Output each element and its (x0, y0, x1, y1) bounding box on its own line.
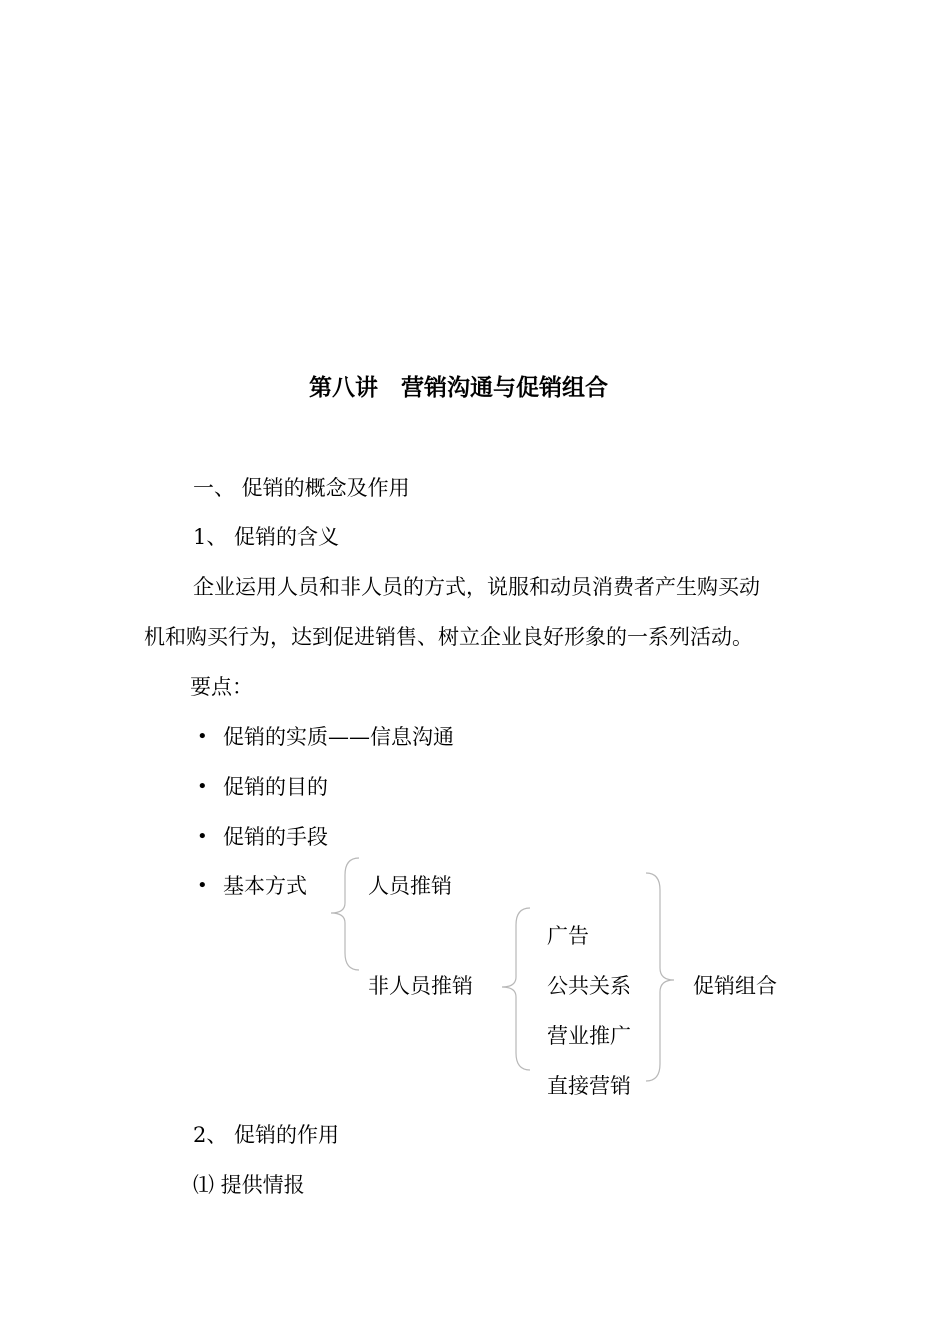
diagram-non-personal-selling: 非人员推销 (368, 974, 473, 998)
bullet-item-basic-methods: 基本方式 (223, 874, 307, 898)
subsection-heading-role: 2、 促销的作用 (193, 1123, 340, 1147)
bullet-marker: • (197, 726, 208, 747)
right-brace-promotion-mix (640, 870, 680, 1085)
diagram-item-public-relations: 公共关系 (547, 974, 631, 998)
left-brace-non-personal (496, 905, 536, 1075)
page-title: 第八讲 营销沟通与促销组合 (309, 375, 608, 401)
paragraph-line-2: 机和购买行为，达到促进销售、树立企业良好形象的一系列活动。 (144, 625, 753, 649)
bullet-marker: • (197, 875, 208, 896)
diagram-item-sales-promotion: 营业推广 (547, 1024, 631, 1048)
bullet-marker: • (197, 826, 208, 847)
role-item-provide-info: ⑴ 提供情报 (193, 1173, 305, 1197)
diagram-item-direct-marketing: 直接营销 (547, 1074, 631, 1098)
bullet-marker: • (197, 776, 208, 797)
bullet-item-means: 促销的手段 (223, 825, 328, 849)
bullet-item-essence: 促销的实质——信息沟通 (223, 725, 454, 749)
bullet-item-purpose: 促销的目的 (223, 775, 328, 799)
diagram-personal-selling: 人员推销 (368, 874, 452, 898)
subsection-heading-meaning: 1、 促销的含义 (193, 525, 340, 549)
paragraph-line-1: 企业运用人员和非人员的方式，说服和动员消费者产生购买动 (193, 575, 760, 599)
diagram-item-advertising: 广告 (547, 924, 589, 948)
diagram-promotion-mix: 促销组合 (693, 974, 777, 998)
section-heading: 一、 促销的概念及作用 (193, 476, 410, 500)
key-points-label: 要点： (190, 675, 253, 699)
left-brace-methods (325, 855, 365, 975)
